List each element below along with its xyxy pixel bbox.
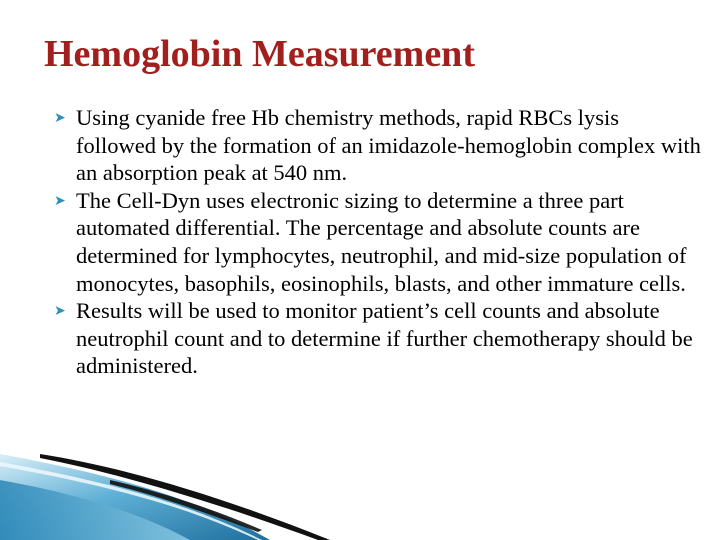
arrow-bullet-icon: ➤	[54, 303, 66, 320]
bullet-item	[52, 104, 702, 187]
bullet-text: The Cell-Dyn uses electronic sizing to determine a three part automated differential. The percentage and absolute counts are determined for lymphocytes, neutrophil, and mid-size population of monocytes, basophils, eosinophils, blasts, and other immature cells.	[76, 187, 687, 296]
bullet-list	[52, 104, 702, 380]
slide-title: Hemoglobin Measurement	[44, 33, 475, 75]
arrow-bullet-icon: ➤	[54, 110, 66, 126]
bullet-item	[52, 187, 702, 297]
bullet-item	[52, 297, 702, 380]
bullet-text: Results will be used to monitor patient’s cell counts and absolute neutrophil count and to determine if further chemotherapy should be administered.	[76, 298, 693, 379]
arrow-bullet-icon: ➤	[54, 192, 66, 209]
corner-decoration	[0, 440, 720, 540]
bullet-text: Using cyanide free Hb chemistry methods, rapid RBCs lysis followed by the formation of an imidazole-hemoglobin complex with an absorption peak at 540 nm.	[76, 105, 701, 186]
